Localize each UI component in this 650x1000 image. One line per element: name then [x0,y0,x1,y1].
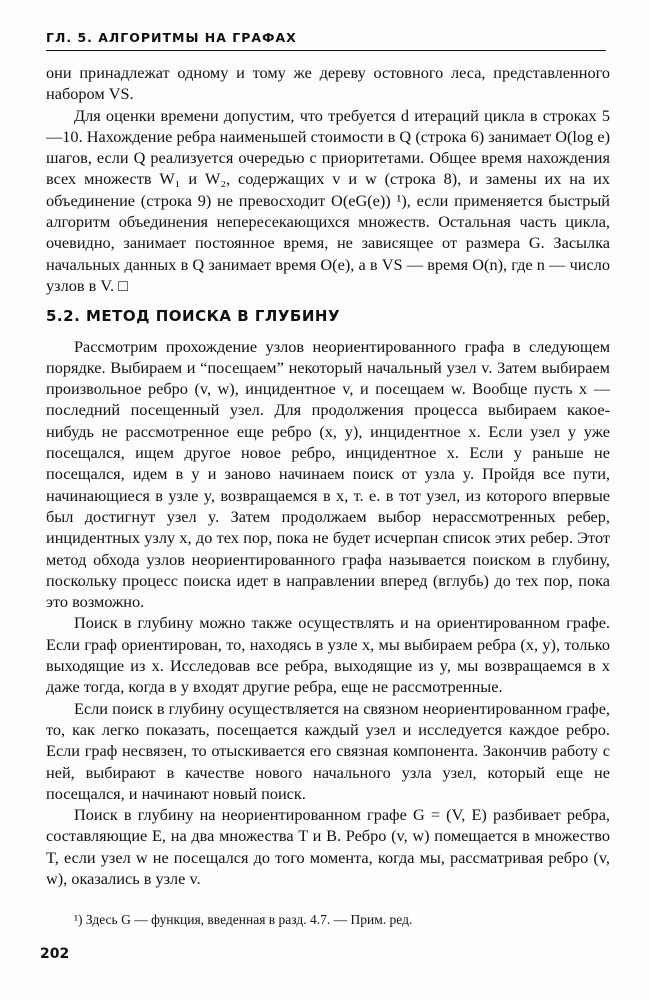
paragraph-time-estimate: Для оценки времени допустим, что требуется d итераций цикла в строках 5—10. Нахождение ребра наименьшей стоимости в Q (строка 6) занимает O(log e) шагов, если Q реализуется очередью с приоритетами. Общее время нахождения всех множеств W₁ и W₂, содержащих v и w (строка 8), и замены их на их объединение (строка 9) не превосходит O(eG(e)) ¹), если применяется быстрый алгоритм объединения непересекающихся множеств. Остальная часть цикла, очевидно, занимает постоянное время, не зависящее от размера G. Засылка начальных данных в Q занимает время O(e), а в VS — время O(n), где n — число узлов в V. □ [46,105,610,295]
section-title: 5.2. МЕТОД ПОИСКА В ГЛУБИНУ [46,307,341,326]
page-body [46,62,610,889]
paragraph-dfs-partition: Поиск в глубину на неориентированном графе G = (V, E) разбивает ребра, составляющие E, на два множества T и B. Ребро (v, w) помещается в множество T, если узел w не посещался до того момента, когда мы, рассматривая ребро (v, w), оказались в узле v. [46,805,610,888]
paragraph-continuation: они принадлежат одному и тому же дереву остовного леса, представленного набором VS. [46,63,610,104]
running-head: ГЛ. 5. АЛГОРИТМЫ НА ГРАФАХ [46,30,606,51]
page-number: 202 [40,946,70,962]
paragraph-dfs-connected: Если поиск в глубину осуществляется на связном неориентированном графе, то, как легко показать, посещается каждый узел и исследуется каждое ребро. Если граф несвязен, то отыскивается его связная компонента. Закончив работу с ней, выбирают в качестве нового начального узла узел, который еще не посещался, и начинают новый поиск. [46,698,610,803]
paragraph-dfs-directed: Поиск в глубину можно также осуществлять и на ориентированном графе. Если граф ориентирован, то, находясь в узле x, мы выбираем ребра (x, y), только выходящие из x. Исследовав все ребра, выходящие из y, мы возвращаемся в x даже тогда, когда в y входят другие ребра, еще не рассмотренные. [46,613,610,697]
footnote [46,911,610,929]
footnote-text: ¹) Здесь G — функция, введенная в разд. 4.7. — Прим. ред. [74,912,413,927]
paragraph-dfs-intro: Рассмотрим прохождение узлов неориентированного графа в следующем порядке. Выбираем и “посещаем” некоторый начальный узел v. Затем выбираем произвольное ребро (v, w), инцидентное v, и посещаем w. Вообще пусть x — последний посещенный узел. Для продолжения процесса выбираем какое-нибудь не рассмотренное еще ребро (x, y), инцидентное x. Если узел y уже посещался, ищем другое новое ребро, инцидентное x. Если y раньше не посещался, идем в y и заново начинаем поиск от узла y. Пройдя все пути, начинающиеся в узле y, возвращаемся в x, т. е. в тот узел, из которого впервые был достигнут узел y. Затем продолжаем выбор нерассмотренных ребер, инцидентных узлу x, до тех пор, пока не будет исчерпан список этих ребер. Этот метод обхода узлов неориентированного графа называется поиском в глубину, поскольку процесс поиска идет в направлении вперед (вглубь) до тех пор, пока это возможно. [46,336,610,612]
